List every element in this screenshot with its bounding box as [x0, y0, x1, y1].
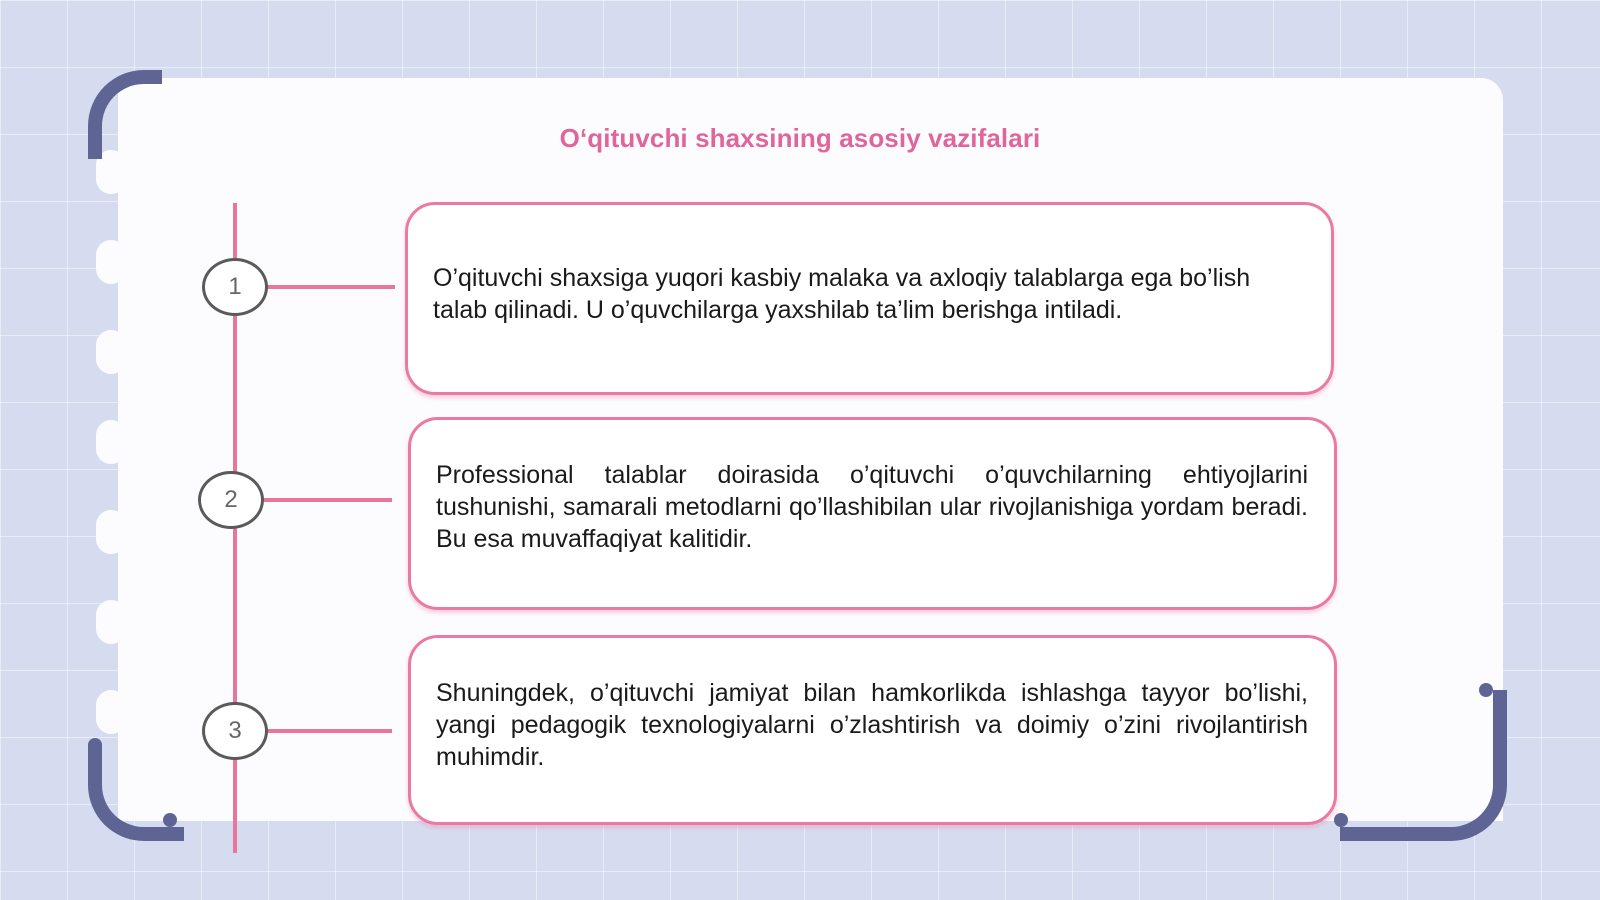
- corner-bracket-bottom-right: [1340, 690, 1507, 841]
- step-card-text: Professional talablar doirasida o’qituvchi o’quvchilarning ehtiyojlarini tushunishi, samarali metodlarni qo’llashibilan ular rivojlanishiga yordam beradi. Bu esa muvaffaqiyat kalitidir.: [436, 460, 1308, 553]
- step-card-text: O’qituvchi shaxsiga yuqori kasbiy malaka va axloqiy talablarga ega bo’lish talab qilinadi. U o’quvchilarga yaxshilab ta’lim berishga intiladi.: [433, 263, 1251, 324]
- step-number: 2: [224, 486, 238, 513]
- step-card: [408, 635, 1337, 825]
- paper-scallop: [96, 330, 126, 374]
- timeline-connector: [264, 729, 392, 733]
- step-number: 1: [228, 273, 242, 300]
- timeline-connector: [260, 498, 392, 502]
- timeline-connector: [264, 285, 395, 289]
- step-number-circle: [198, 471, 264, 529]
- step-card: [408, 417, 1337, 610]
- corner-bracket-cap: [88, 138, 102, 152]
- corner-bracket-cap: [141, 70, 155, 84]
- step-card: [405, 202, 1334, 395]
- corner-bracket-cap: [1334, 813, 1348, 827]
- step-card-text: Shuningdek, o’qituvchi jamiyat bilan hamkorlikda ishlashga tayyor bo’lishi, yangi pedagogik texnologiyalarni o’zlashtirish va doimiy o’zini rivojlantirish muhimdir.: [436, 679, 1308, 771]
- slide-title: O‘qituvchi shaxsining asosiy vazifalari: [559, 123, 1041, 153]
- paper-scallop: [96, 420, 126, 464]
- corner-bracket-cap: [1479, 683, 1493, 697]
- corner-bracket-cap: [88, 738, 102, 752]
- step-number-circle: [202, 702, 268, 760]
- step-number-circle: [202, 258, 268, 316]
- paper-scallop: [96, 690, 126, 734]
- paper-scallop: [96, 240, 126, 284]
- step-number: 3: [228, 717, 242, 744]
- paper-scallop: [96, 600, 126, 644]
- corner-bracket-cap: [163, 813, 177, 827]
- paper-scallop: [96, 510, 126, 554]
